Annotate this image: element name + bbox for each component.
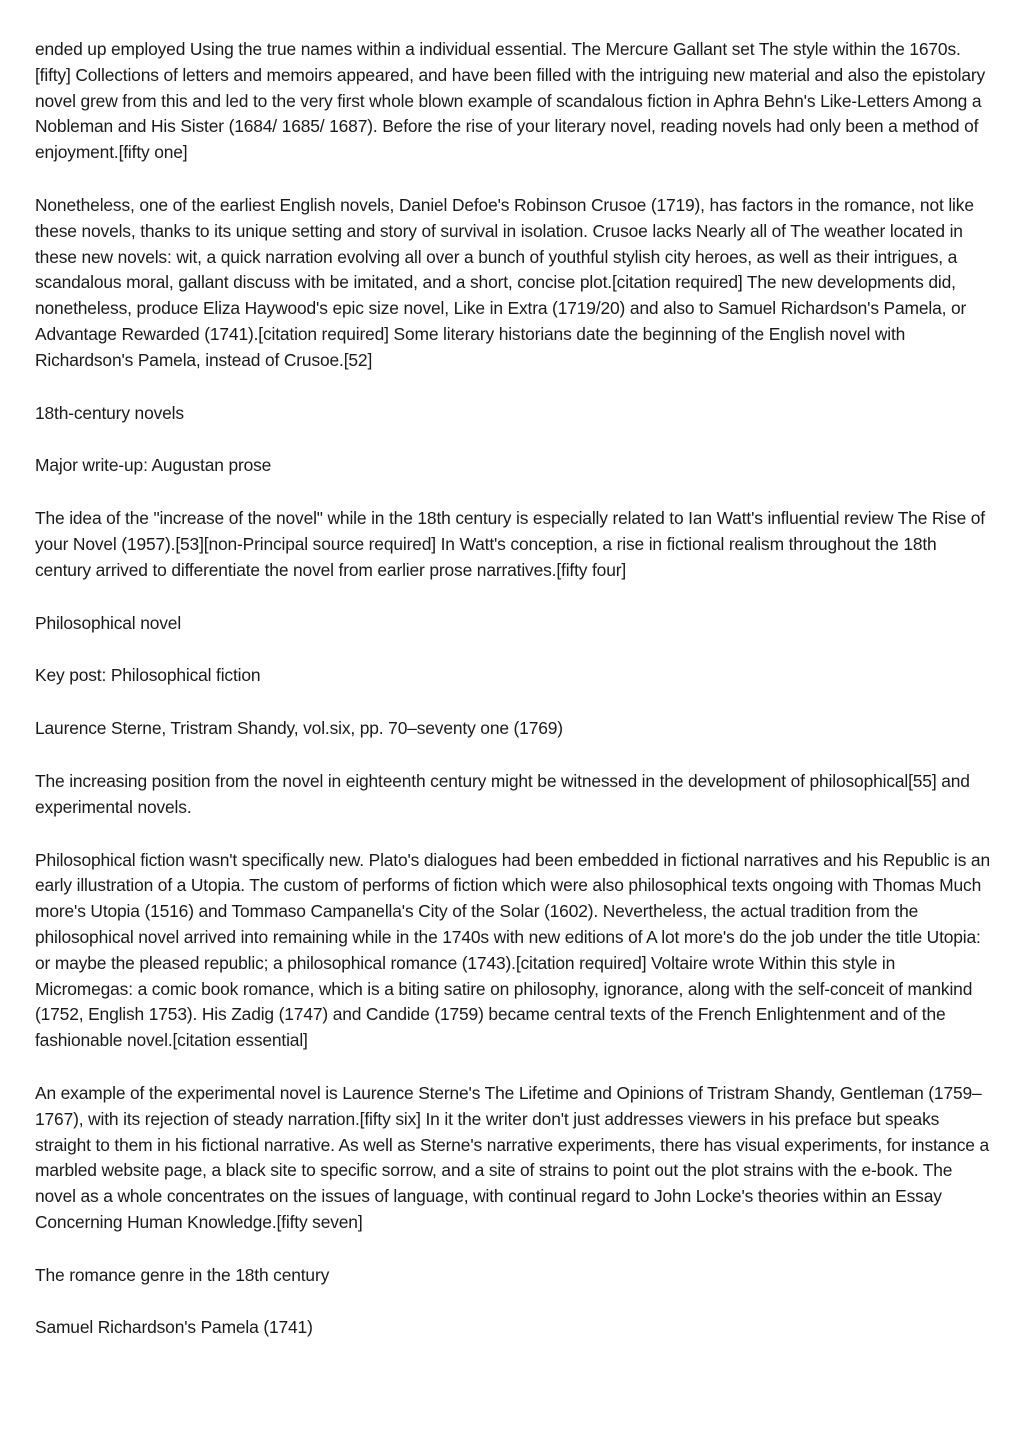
paragraph-experimental-novel: An example of the experimental novel is Laurence Sterne's The Lifetime and Opinions of Tristram Shandy, Gentleman (1759–1767), with its rejection of steady narration.[fifty six] In it the writer don't just addresses viewers in his preface but speaks straight to them in his fictional narrative. As well as Sterne's narrative experiments, there has visual experiments, for instance a marbled website page, a black site to specific sorrow, and a site of strains to point out the plot strains with the e-book. The novel as a whole concentrates on the issues of language, with continual regard to John Locke's theories within an Essay Concerning Human Knowledge.[fifty seven] (35, 1082, 989, 1232)
image-caption: Laurence Sterne, Tristram Shandy, vol.six, pp. 70–seventy one (1769) (35, 718, 563, 739)
paragraph-increasing-position: The increasing position from the novel in eighteenth century might be witnessed in the development of philosophical[55] and experimental novels. (35, 770, 970, 817)
heading-romance-genre: The romance genre in the 18th century (35, 1264, 330, 1285)
main-article-note: Major write-up: Augustan prose (35, 455, 272, 476)
paragraph-robinson-crusoe: Nonetheless, one of the earliest English novels, Daniel Defoe's Robinson Crusoe (1719), has factors in the romance, not like these novels, thanks to its unique setting and story of survival in isolation. Crusoe lacks Nearly all of The weather located in these new novels: wit, a quick narration evolving all over a bunch of youthful stylish city heroes, as well as their intrigues, a scandalous moral, gallant discuss with be imitated, and a short, concise plot.[citation required] The new developments did, nonetheless, produce Eliza Haywood's epic size novel, Like in Extra (1719/20) and also to Samuel Richardson's Pamela, or Advantage Rewarded (1741).[citation required] Some literary historians date the beginning of the English novel with Richardson's Pamela, instead of Crusoe.[52] (35, 194, 974, 370)
heading-philosophical-novel: Philosophical novel (35, 612, 182, 633)
paragraph-rise-of-novel: The idea of the "increase of the novel" while in the 18th century is especially related to Ian Watt's influential review The Rise of your Novel (1957).[53][non-Principal source required] In Watt's conception, a rise in fictional realism throughout the 18th century arrived to differentiate the novel from earlier prose narratives.[fifty four] (35, 508, 985, 580)
paragraph-philosophical-fiction: Philosophical fiction wasn't specifically new. Plato's dialogues had been embedded in fictional narratives and his Republic is an early illustration of a Utopia. The custom of performs of fiction which were also philosophical texts ongoing with Thomas Much more's Utopia (1516) and Tommaso Campanella's City of the Solar (1602). Nevertheless, the actual tradition from the philosophical novel arrived into remaining while in the 1740s with new editions of A lot more's do the job under the title Utopia: or maybe the pleased republic; a philosophical romance (1743).[citation required] Voltaire wrote Within this style in Micromegas: a comic book romance, which is a biting satire on philosophy, ignorance, along with the self-conceit of mankind (1752, English 1753). His Zadig (1747) and Candide (1759) became central texts of the French Enlightenment and of the fashionable novel.[citation essential] (35, 849, 990, 1051)
heading-18th-century-novels: 18th-century novels (35, 402, 184, 423)
main-article-note: Key post: Philosophical fiction (35, 665, 261, 686)
paragraph-epistolary: ended up employed Using the true names within a individual essential. The Mercure Gallant set The style within the 1670s.[fifty] Collections of letters and memoirs appeared, and have been filled with the intriguing new material and also the epistolary novel grew from this and led to the very first whole blown example of scandalous fiction in Aphra Behn's Like-Letters Among a Nobleman and His Sister (1684/ 1685/ 1687). Before the rise of your literary novel, reading novels had only been a method of enjoyment.[fifty one] (35, 39, 986, 163)
image-caption: Samuel Richardson's Pamela (1741) (35, 1317, 313, 1338)
